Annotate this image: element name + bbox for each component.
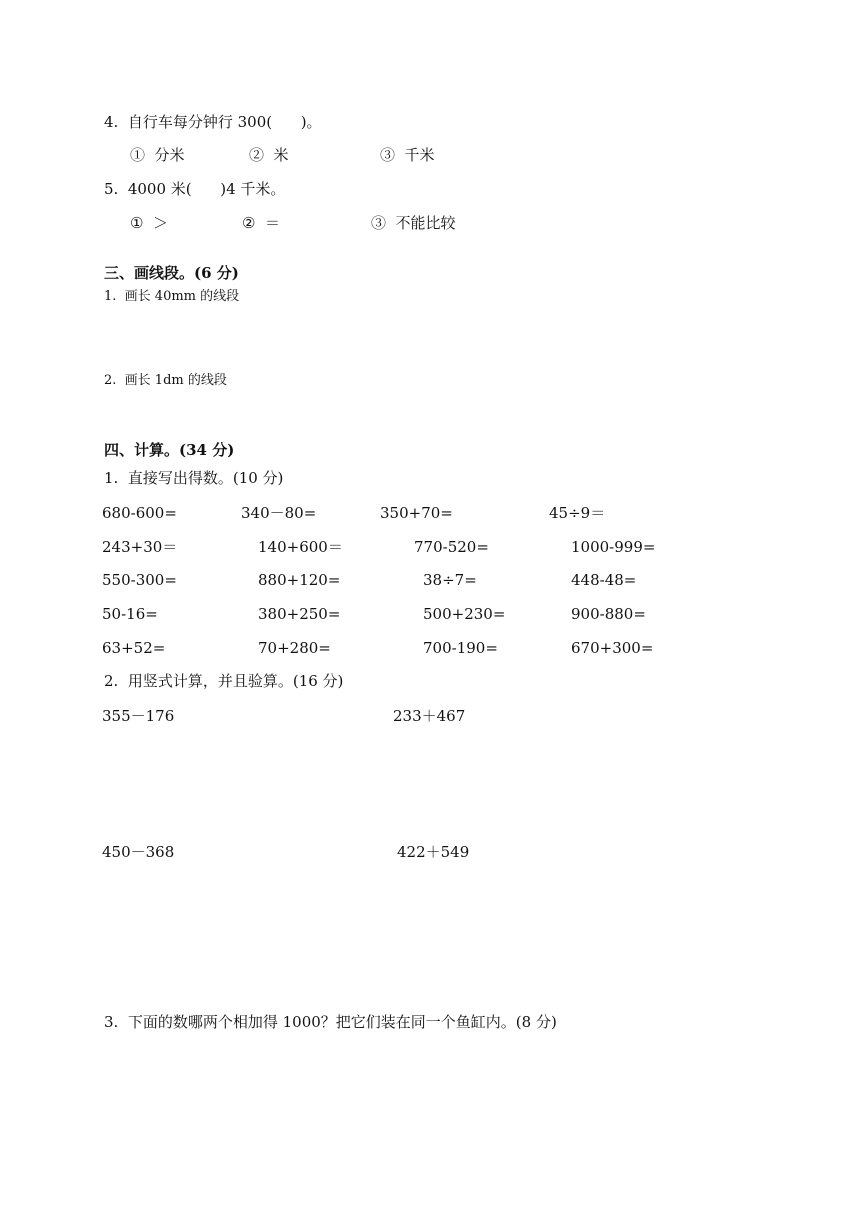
calc-item: 448-48= [571, 571, 637, 589]
part-3-title: 3. 下面的数哪两个相加得 1000？把它们装在同一个鱼缸内。(8 分) [104, 1013, 557, 1031]
question-5-option-2[interactable]: ② ＝ [242, 214, 280, 232]
part-2-title: 2. 用竖式计算，并且验算。(16 分) [104, 672, 344, 690]
calc-item: 380+250= [258, 605, 341, 623]
section-3-heading: 三、画线段。(6 分) [104, 264, 239, 282]
calc-item: 243+30＝ [102, 538, 178, 556]
calc-item: 680-600= [102, 504, 177, 522]
calc-item: 63+52= [102, 639, 166, 657]
section-3-item-1: 1. 画长 40mm 的线段 [104, 289, 240, 304]
calc-item: 550-300= [102, 571, 177, 589]
vertical-calc-problem: 355－176 [102, 707, 175, 725]
part-1-title: 1. 直接写出得数。(10 分) [104, 469, 284, 487]
calc-item: 350+70= [380, 504, 453, 522]
calc-item: 70+280= [258, 639, 331, 657]
calc-item: 670+300= [571, 639, 654, 657]
question-5-option-1[interactable]: ① ＞ [130, 214, 168, 232]
calc-item: 340－80= [241, 504, 317, 522]
calc-item: 770-520= [414, 538, 489, 556]
calc-item: 500+230= [423, 605, 506, 623]
calc-item: 38÷7= [423, 571, 477, 589]
section-3-item-2: 2. 画长 1dm 的线段 [104, 373, 227, 388]
question-4-option-2[interactable]: ② 米 [249, 146, 289, 164]
calc-item: 1000-999= [571, 538, 656, 556]
calc-item: 50-16= [102, 605, 158, 623]
question-4-option-3[interactable]: ③ 千米 [380, 146, 435, 164]
section-4-heading: 四、计算。(34 分) [104, 441, 235, 459]
vertical-calc-problem: 450－368 [102, 843, 175, 861]
calc-item: 900-880= [571, 605, 646, 623]
calc-item: 880+120= [258, 571, 341, 589]
calc-item: 140+600＝ [258, 538, 343, 556]
question-5-option-3[interactable]: ③ 不能比较 [371, 214, 456, 232]
vertical-calc-problem: 233＋467 [393, 707, 466, 725]
vertical-calc-problem: 422＋549 [397, 843, 470, 861]
calc-item: 700-190= [423, 639, 498, 657]
question-4-stem: 4. 自行车每分钟行 300( )。 [104, 113, 322, 131]
calc-item: 45÷9＝ [549, 504, 606, 522]
question-5-stem: 5. 4000 米( )4 千米。 [104, 180, 286, 198]
question-4-option-1[interactable]: ① 分米 [130, 146, 185, 164]
